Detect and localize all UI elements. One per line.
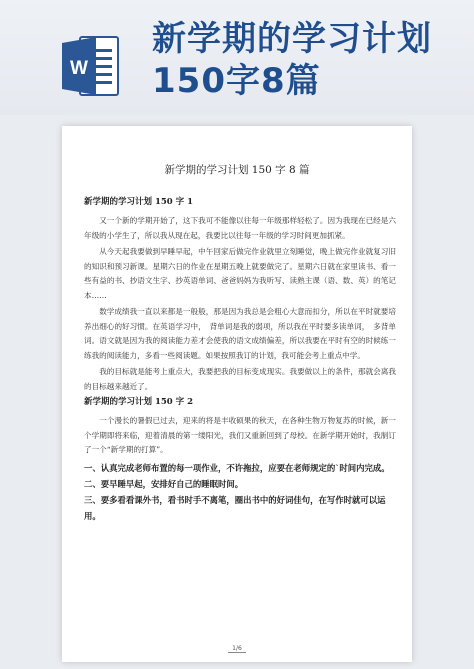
paragraph: 一个漫长的暑假已过去，迎来的将是丰收硕果的秋天，在各种生物万物复苏的时候，新一个学期即将来临，迎着清晨的第一缕阳光，我们又重新回到了母校。在新学期开始时，我制订了一个“新学期的打算”。: [84, 416, 396, 454]
word-icon: [62, 33, 120, 99]
page-title: [152, 18, 432, 102]
title-line-1: 新学期的学习计划: [152, 19, 432, 59]
page-number: [62, 645, 412, 652]
paragraph: 又一个新的学期开始了，这下我可不能像以往每一年级那样轻松了。因为我现在已经是六年级的小学生了，所以我从现在起，我要比以往每一年级的学习时间更加抓紧。: [84, 216, 396, 240]
document-title: 新学期的学习计划 150 字 8 篇: [164, 164, 310, 176]
header-banner: [0, 0, 474, 115]
page-number-text: 1/6: [228, 645, 246, 653]
list-item: 二、要早睡早起，安排好自己的睡眠时间。: [84, 478, 244, 489]
document-page[interactable]: [62, 126, 412, 662]
paragraph: 数学成绩我一直以来都是一般般，那是因为我总是会粗心大意而扣分，所以在平时就要培养出细心的好习惯。在英语学习中， 背单词是我的弱项，所以我在平时要多读单词， 多背单词。语文就是因为我的阅读能力差才会使我的语文成绩偏差，所以我要在平时有空的时候练一练我的阅读能力，多看一些阅读题。如果按照我订的计划，我可能会考上重点中学。: [84, 307, 396, 360]
list-item: 一、认真完成老师布置的每一项作业，不许拖拉，应要在老师规定的`时间内完成。: [84, 462, 390, 473]
paragraph: 从今天起我要做到早睡早起，中午回家后做完作业就里立刻睡觉，晚上做完作业就复习旧的知识和预习新课。星期六日的作业在星期五晚上就要做完了。星期六日就在家里读书、看一些有益的书、抄语文生字、抄英语单词、爸爸妈妈为我听写、读熟主课（语、数、英）的笔记本……: [84, 247, 396, 300]
title-line-2: 150字8篇: [152, 61, 321, 101]
section-heading-1: 新学期的学习计划 150 字 1: [84, 197, 194, 207]
section-heading-2: 新学期的学习计划 150 字 2: [84, 397, 194, 407]
paragraph: 我的目标就是能考上重点大，我要把我的目标变成现实。我要做以上的条件，那就会离我的目标越来越近了。: [84, 367, 396, 391]
document-body: [84, 196, 396, 524]
svg-text:W: W: [70, 58, 88, 79]
list-item: 三、要多看看课外书，看书时手不离笔，圈出书中的好词佳句，在写作时就可以运用。: [84, 494, 386, 521]
